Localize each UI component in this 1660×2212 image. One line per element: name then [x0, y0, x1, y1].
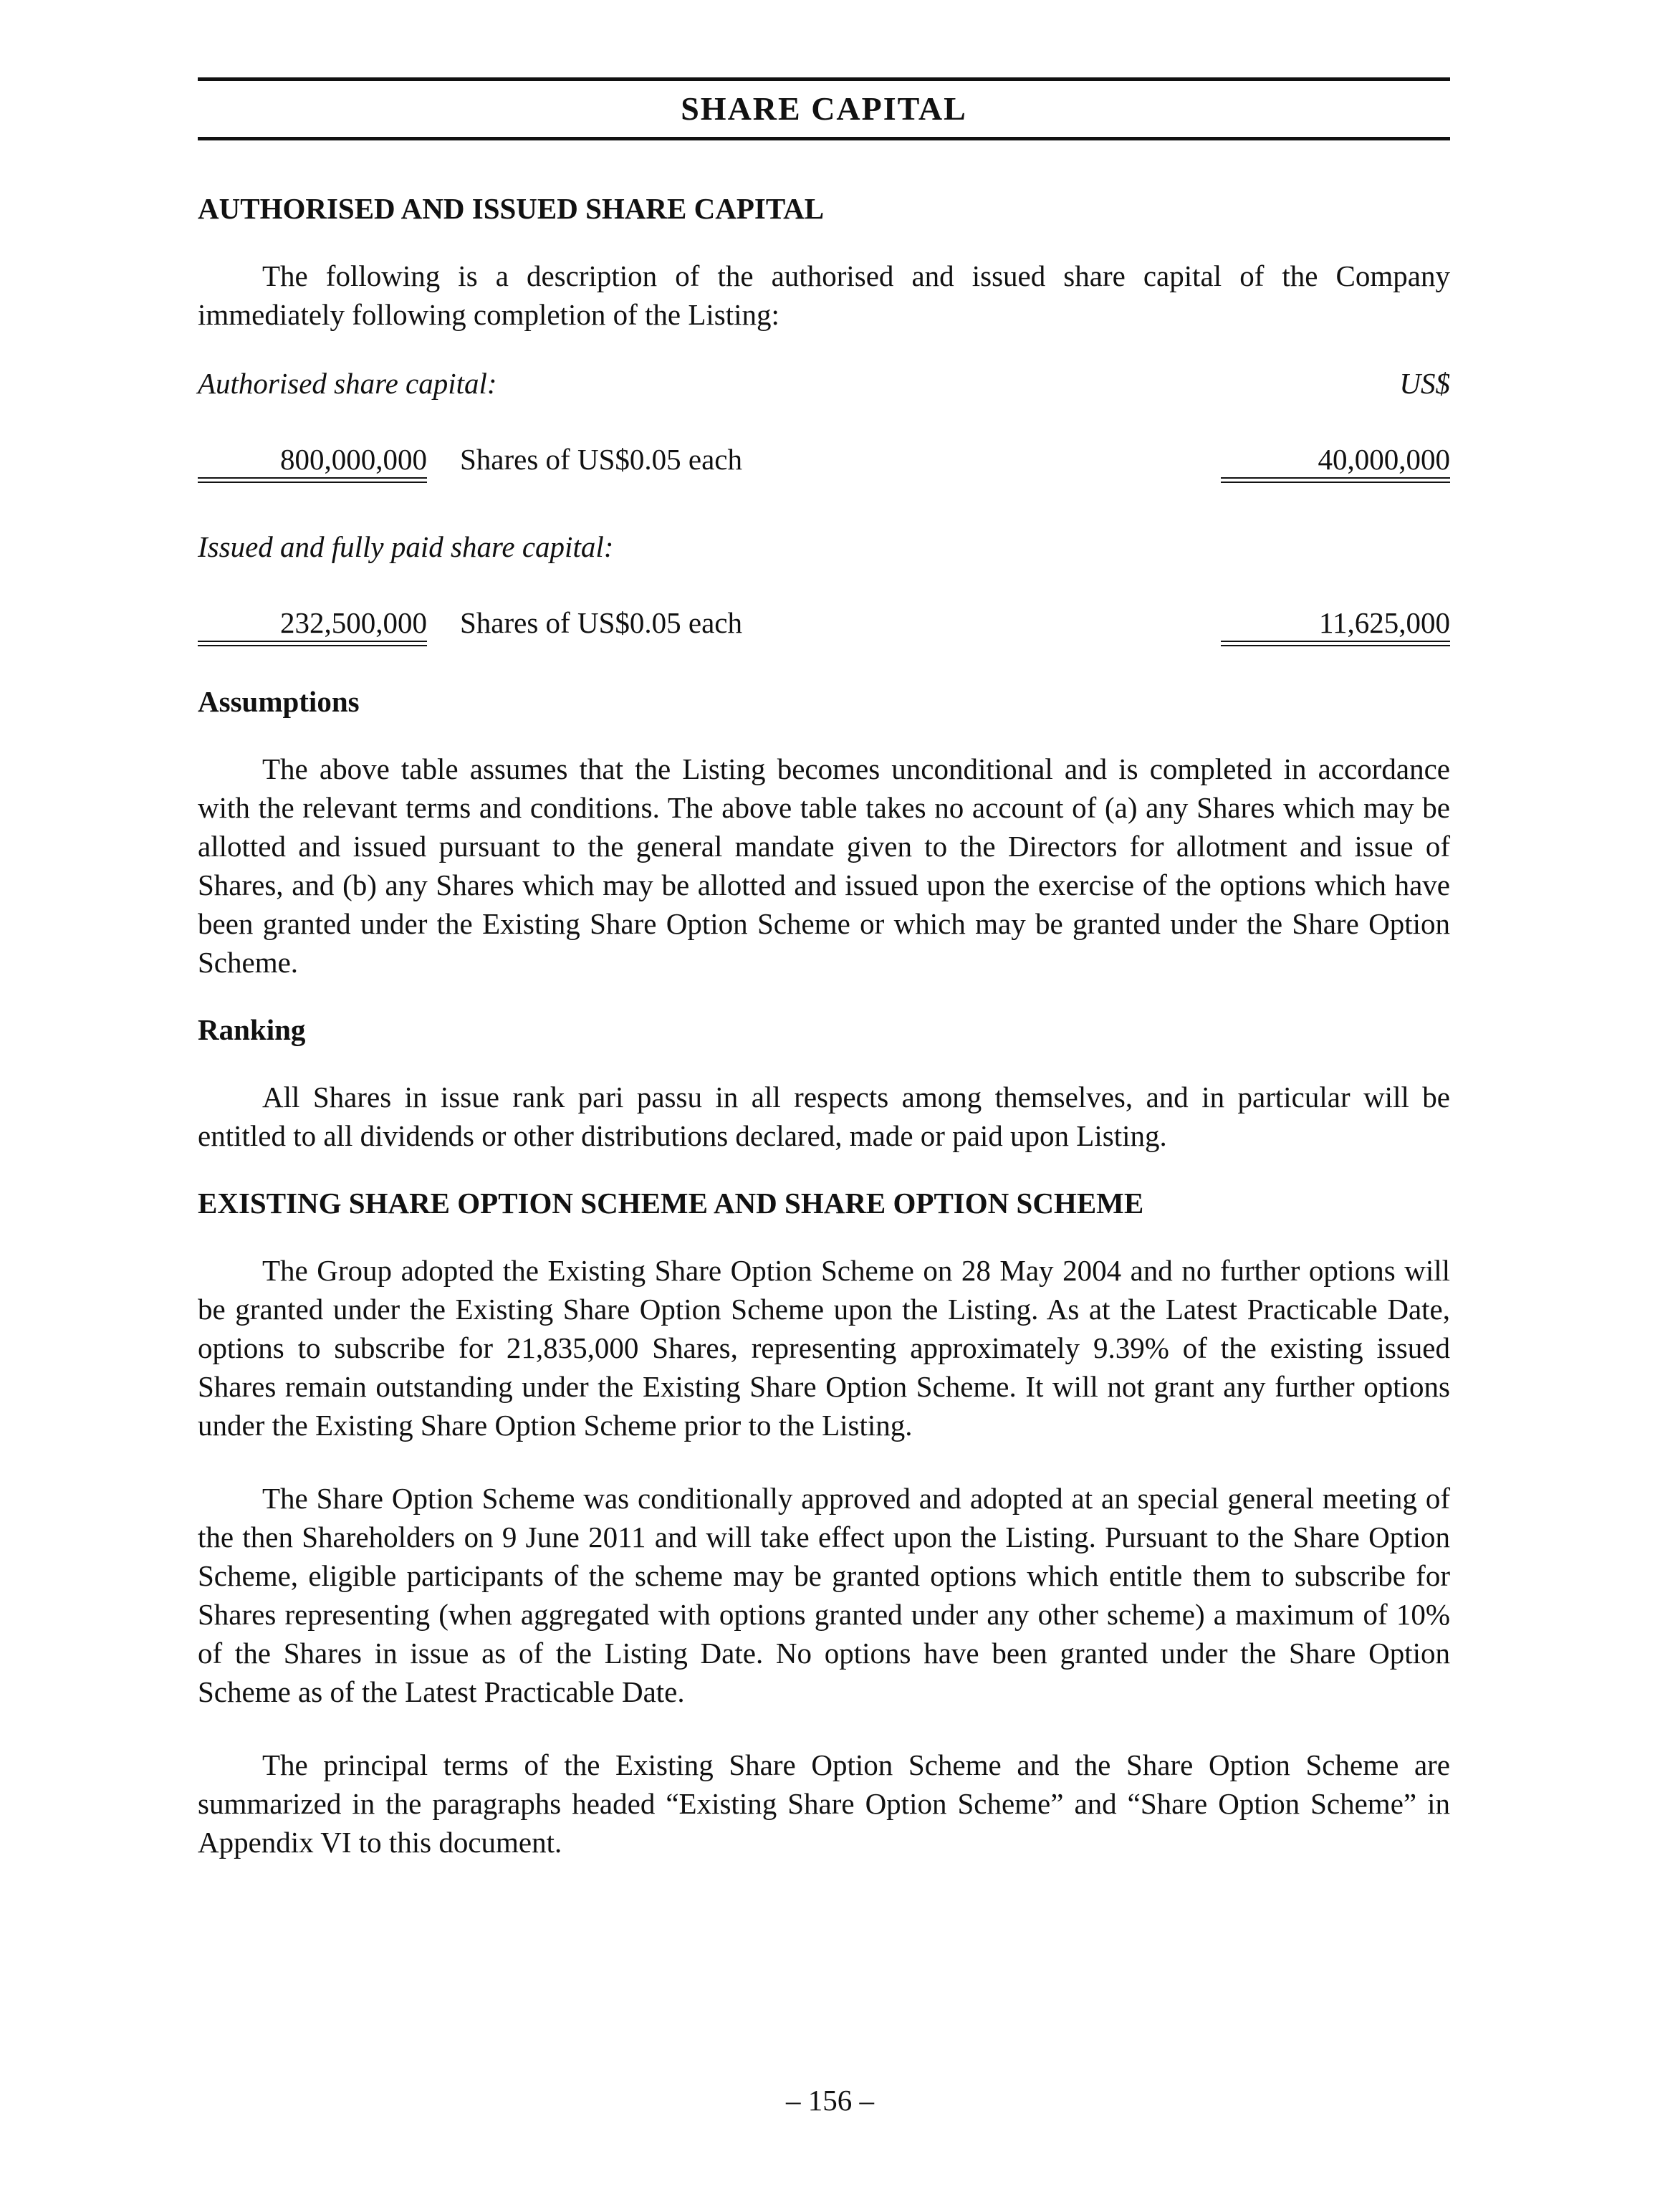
option-scheme-paragraph-2: The Share Option Scheme was conditionally approved and adopted at an special general meeting of the then Shareholders on 9 June 2011 and will take effect upon the Listing. Pursuant to the Share Option Scheme, eligible participants of the scheme may be granted options which entitle them to subscribe for Shares representing (when aggregated with options granted under any other scheme) a maximum of 10% of the Shares in issue as of the Listing Date. No options have been granted under the Share Option Scheme as of the Latest Practicable Date. — [198, 1482, 1450, 1708]
issued-shares-description: Shares of US$0.05 each — [460, 606, 742, 639]
header-rule-bottom — [198, 137, 1450, 140]
authorised-shares-description: Shares of US$0.05 each — [460, 443, 742, 476]
page-title: SHARE CAPITAL — [681, 90, 967, 127]
assumptions-heading: Assumptions — [198, 685, 360, 718]
assumptions-paragraph: The above table assumes that the Listing becomes unconditional and is completed in accordance with the relevant terms and conditions. The above table takes no account of (a) any Shares which may be allotted and issued pursuant to the general mandate given to the Directors for allotment and issue of Shares, and (b) any Shares which may be allotted and issued upon the exercise of the options which have been granted under the Existing Share Option Scheme or which may be granted under the Share Option Scheme. — [198, 752, 1450, 979]
option-scheme-paragraph-1: The Group adopted the Existing Share Option Scheme on 28 May 2004 and no further options will be granted under the Existing Share Option Scheme upon the Listing. As at the Latest Practicable Date, options to subscribe for 21,835,000 Shares, representing approximately 9.39% of the existing issued Shares remain outstanding under the Existing Share Option Scheme. It will not grant any further options under the Existing Share Option Scheme prior to the Listing. — [198, 1254, 1450, 1442]
ranking-paragraph: All Shares in issue rank pari passu in all respects among themselves, and in particular will be entitled to all dividends or other distributions declared, made or paid upon Listing. — [198, 1081, 1450, 1152]
authorised-capital-label: Authorised share capital: — [198, 367, 497, 400]
authorised-intro-paragraph: The following is a description of the authorised and issued share capital of the Company immediately following completion of the Listing: — [198, 259, 1450, 331]
authorised-shares-count: 800,000,000 — [280, 443, 427, 476]
double-underline — [198, 641, 427, 646]
section-heading-option-scheme: EXISTING SHARE OPTION SCHEME AND SHARE OPTION SCHEME — [198, 1187, 1144, 1220]
option-scheme-paragraph-3: The principal terms of the Existing Share Option Scheme and the Share Option Scheme are summarized in the paragraphs headed “Existing Share Option Scheme” and “Share Option Scheme” in Appendix VI to this document. — [198, 1748, 1450, 1859]
authorised-amount: 40,000,000 — [1318, 443, 1450, 476]
issued-capital-row — [198, 603, 1450, 653]
section-heading-authorised: AUTHORISED AND ISSUED SHARE CAPITAL — [198, 192, 825, 225]
ranking-heading: Ranking — [198, 1013, 306, 1046]
double-underline — [1221, 477, 1450, 483]
authorised-capital-row — [198, 440, 1450, 490]
double-underline — [1221, 641, 1450, 646]
double-underline — [198, 477, 427, 483]
document-page — [198, 77, 1450, 1862]
currency-label: US$ — [1399, 367, 1450, 400]
page-number: – 156 – — [786, 2084, 874, 2117]
issued-amount: 11,625,000 — [1319, 606, 1450, 639]
issued-capital-label: Issued and fully paid share capital: — [198, 530, 614, 563]
authorised-capital-header — [198, 364, 1450, 403]
issued-shares-count: 232,500,000 — [280, 606, 427, 639]
